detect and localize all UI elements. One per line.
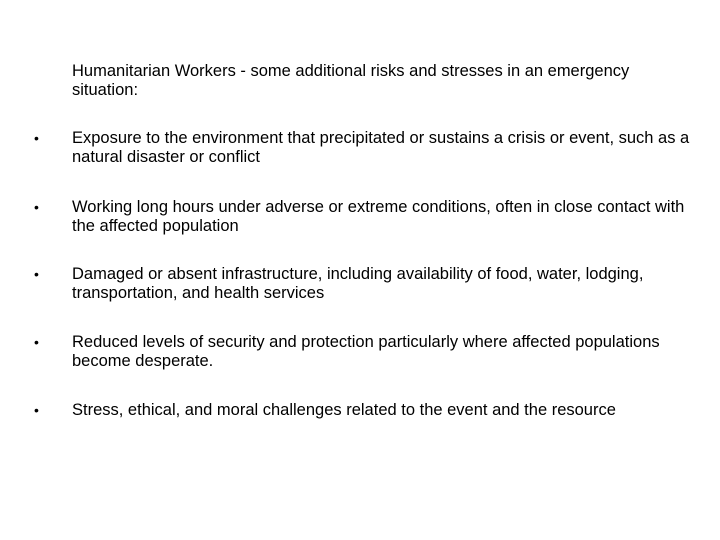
bullet-dot-icon: •	[34, 266, 39, 282]
bullet-text: Damaged or absent infrastructure, including availability of food, water, lodging, transportation, and health services	[72, 265, 644, 302]
bullet-dot-icon: •	[34, 334, 39, 350]
bullet-dot-icon: •	[34, 130, 39, 146]
bullet-text: Stress, ethical, and moral challenges related to the event and the resource	[72, 401, 616, 419]
bullet-dot-icon: •	[34, 199, 39, 215]
slide-heading: Humanitarian Workers - some additional risks and stresses in an emergency situation:	[72, 62, 630, 99]
bullet-text: Reduced levels of security and protection particularly where affected populations become desperate.	[72, 333, 660, 370]
bullet-text: Exposure to the environment that precipitated or sustains a crisis or event, such as a natural disaster or conflict	[72, 129, 690, 166]
bullet-text: Working long hours under adverse or extreme conditions, often in close contact with the affected population	[72, 198, 685, 235]
bullet-dot-icon: •	[34, 402, 39, 418]
